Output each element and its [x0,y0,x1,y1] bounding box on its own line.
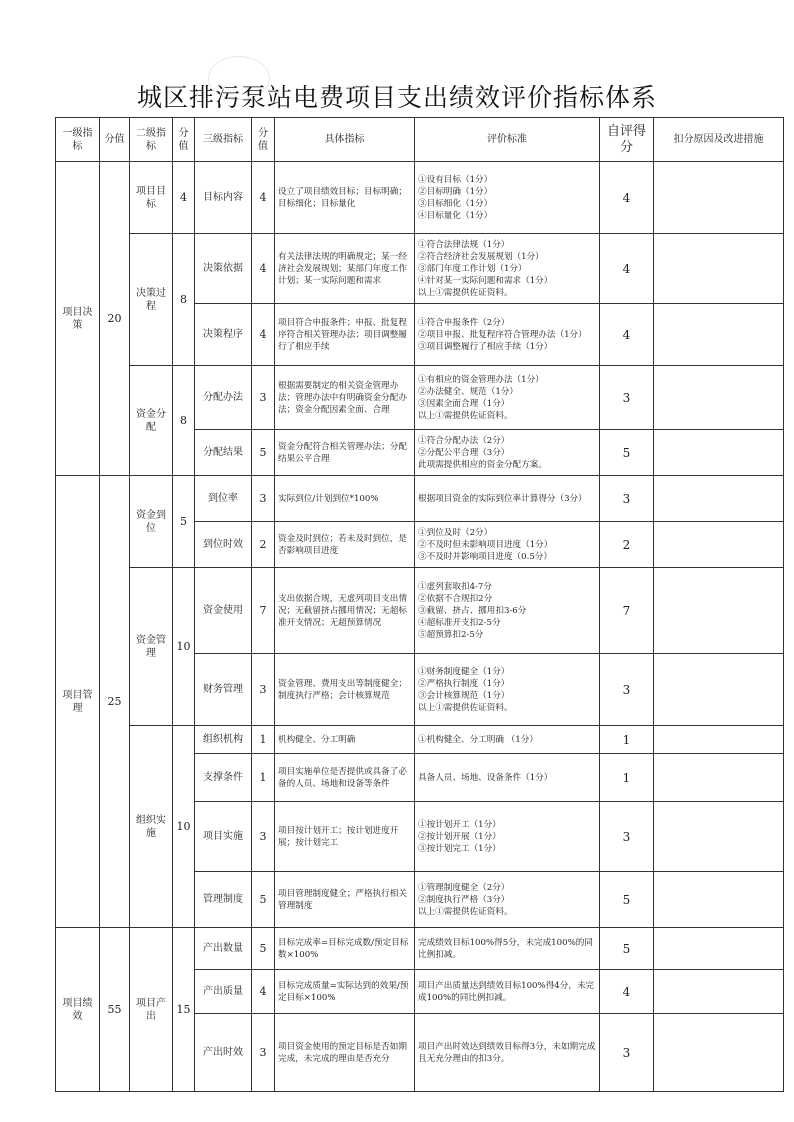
self-score: 3 [600,366,654,430]
table-row [56,366,784,430]
l2-score: 10 [173,568,195,726]
standard-text: ①虚列套取扣4-7分 ②依据不合规扣2分 ③截留、挤占、挪用扣3-6分 ④超标准开支扣2-5分 ⑤超预算扣2-5分 [415,568,600,654]
l3-name: 管理制度 [195,872,252,928]
standard-text: ①符合分配办法（2分） ②分配公平合理（3分） 此项需提供相应的资金分配方案。 [415,430,600,476]
header-reason: 扣分原因及改进措施 [654,118,784,162]
self-score: 4 [600,162,654,234]
reason-cell [654,970,784,1014]
l3-score: 3 [252,654,275,726]
indicator-text: 目标完成质量=实际达到的效果/预定目标×100% [275,970,415,1014]
l2-name: 决策过程 [130,234,173,366]
standard-text: 根据项目资金的实际到位率计算得分（3分） [415,476,600,522]
self-score: 2 [600,522,654,568]
indicator-text: 根据需要制定的相关资金管理办法；管理办法中有明确资金分配办法；资金分配因素全面、合理 [275,366,415,430]
l2-name: 项目产出 [130,928,173,1092]
l3-score: 2 [252,522,275,568]
indicator-text: 资金管理、费用支出等制度健全；制度执行严格；会计核算规范 [275,654,415,726]
table-row [56,162,784,234]
l2-score: 5 [173,476,195,568]
l3-score: 3 [252,802,275,872]
l3-name: 组织机构 [195,726,252,754]
page-title: 城区排污泵站电费项目支出绩效评价指标体系 [136,83,657,112]
reason-cell [654,726,784,754]
l3-score: 5 [252,928,275,970]
standard-text: ①设有目标（1分） ②目标明确（1分） ③目标细化（1分） ④目标量化（1分） [415,162,600,234]
indicator-text: 实际到位/计划到位*100% [275,476,415,522]
l3-name: 资金使用 [195,568,252,654]
l3-score: 5 [252,872,275,928]
reason-cell [654,234,784,304]
table-row [56,476,784,522]
self-score: 3 [600,1014,654,1092]
l3-name: 产出时效 [195,1014,252,1092]
standard-text: 项目产出质量达到绩效目标100%得4分，未完成100%的同比例扣减。 [415,970,600,1014]
reason-cell [654,928,784,970]
indicator-text: 项目资金使用的预定目标是否如期完成，未完成的理由是否充分 [275,1014,415,1092]
header-l2: 二级指标 [130,118,173,162]
indicator-text: 支出依据合规，无虚列项目支出情况；无截留挤占挪用情况；无超标准开支情况；无超预算情况 [275,568,415,654]
indicator-text: 设立了项目绩效目标；目标明确；目标细化；目标量化 [275,162,415,234]
standard-text: 具备人员、场地、设备条件（1分） [415,754,600,802]
self-score: 4 [600,970,654,1014]
table-row [56,726,784,754]
indicator-text: 资金分配符合相关管理办法；分配结果公平合理 [275,430,415,476]
header-row [56,118,784,162]
l2-name: 资金到位 [130,476,173,568]
l3-score: 4 [252,304,275,366]
l3-name: 财务管理 [195,654,252,726]
section-score: 20 [100,162,130,476]
l3-name: 支撑条件 [195,754,252,802]
l3-name: 到位率 [195,476,252,522]
l3-name: 目标内容 [195,162,252,234]
indicator-text: 项目按计划开工；按计划进度开展；按计划完工 [275,802,415,872]
table-row [56,928,784,970]
reason-cell [654,476,784,522]
l3-name: 分配办法 [195,366,252,430]
reason-cell [654,654,784,726]
l3-name: 产出数量 [195,928,252,970]
standard-text: ①符合法律法规（1分） ②符合经济社会发展规划（1分） ③部门年度工作计划（1分） ④针对某一实际问题和需求（1分） 以上①需提供佐证资料。 [415,234,600,304]
self-score: 3 [600,654,654,726]
l2-score: 8 [173,366,195,476]
standard-text: 完成绩效目标100%得5分，未完成100%的同比例扣减。 [415,928,600,970]
indicator-text: 项目实施单位是否提供或具备了必备的人员、场地和设备等条件 [275,754,415,802]
l3-score: 4 [252,970,275,1014]
l3-name: 到位时效 [195,522,252,568]
self-score: 1 [600,754,654,802]
self-score: 1 [600,726,654,754]
header-indicator: 具体指标 [275,118,415,162]
header-l1-score: 分值 [100,118,130,162]
l3-score: 4 [252,234,275,304]
l3-score: 3 [252,476,275,522]
reason-cell [654,430,784,476]
l3-score: 3 [252,366,275,430]
header-l3-score: 分值 [252,118,275,162]
section-name: 项目管理 [56,476,100,928]
indicator-text: 资金及时到位；若未及时到位，是否影响项目进度 [275,522,415,568]
self-score: 5 [600,430,654,476]
table-row [56,568,784,654]
l2-score: 8 [173,234,195,366]
reason-cell [654,872,784,928]
self-score: 4 [600,304,654,366]
reason-cell [654,162,784,234]
self-score: 7 [600,568,654,654]
self-score: 5 [600,928,654,970]
standard-text: ①按计划开工（1分） ②按计划开展（1分） ③按计划完工（1分） [415,802,600,872]
indicator-table [55,117,784,1092]
indicator-text: 目标完成率=目标完成数/预定目标数×100% [275,928,415,970]
reason-cell [654,1014,784,1092]
header-standard: 评价标准 [415,118,600,162]
reason-cell [654,568,784,654]
reason-cell [654,754,784,802]
standard-text: 项目产出时效达到绩效目标得3分，未如期完成且无充分理由的扣3分。 [415,1014,600,1092]
l3-name: 决策程序 [195,304,252,366]
l2-score: 15 [173,928,195,1092]
section-score: 55 [100,928,130,1092]
header-l3: 三级指标 [195,118,252,162]
l3-score: 7 [252,568,275,654]
l2-name: 资金分配 [130,366,173,476]
section-score: 25 [100,476,130,928]
l2-name: 组织实施 [130,726,173,928]
standard-text: ①到位及时（2分） ②不及时但未影响项目进度（1分） ③不及时并影响项目进度（0.5分） [415,522,600,568]
indicator-text: 项目管理制度健全；严格执行相关管理制度 [275,872,415,928]
standard-text: ①管理制度健全（2分） ②制度执行严格（3分） 以上①需提供佐证资料。 [415,872,600,928]
section-name: 项目绩效 [56,928,100,1092]
l3-score: 1 [252,726,275,754]
l2-name: 资金管理 [130,568,173,726]
self-score: 4 [600,234,654,304]
l2-name: 项目目标 [130,162,173,234]
standard-text: ①有相应的资金管理办法（1分） ②办法健全、规范（1分） ③因素全面合理（1分） 以上①需提供佐证资料。 [415,366,600,430]
header-l2-score: 分值 [173,118,195,162]
l3-name: 产出质量 [195,970,252,1014]
standard-text: ①机构健全、分工明确 （1分） [415,726,600,754]
l2-score: 4 [173,162,195,234]
table-row [56,234,784,304]
self-score: 3 [600,476,654,522]
indicator-text: 有关法律法规的明确规定；某一经济社会发展规划；某部门年度工作计划；某一实际问题和需求 [275,234,415,304]
l3-name: 分配结果 [195,430,252,476]
l3-name: 决策依据 [195,234,252,304]
l2-score: 10 [173,726,195,928]
reason-cell [654,522,784,568]
l3-score: 1 [252,754,275,802]
l3-score: 5 [252,430,275,476]
header-self-score: 自评得分 [600,118,654,162]
header-l1: 一级指标 [56,118,100,162]
reason-cell [654,366,784,430]
l3-score: 4 [252,162,275,234]
self-score: 5 [600,872,654,928]
standard-text: ①财务制度健全（1分） ②严格执行制度（1分） ③会计核算规范（1分） 以上①需提供佐证资料。 [415,654,600,726]
reason-cell [654,304,784,366]
l3-score: 3 [252,1014,275,1092]
indicator-text: 机构健全、分工明确 [275,726,415,754]
standard-text: ①符合申报条件（2分） ②项目申报、批复程序符合管理办法（1分） ③项目调整履行了相应手续（1分） [415,304,600,366]
self-score: 3 [600,802,654,872]
indicator-text: 项目符合申报条件；申报、批复程序符合相关管理办法；项目调整履行了相应手续 [275,304,415,366]
section-name: 项目决策 [56,162,100,476]
reason-cell [654,802,784,872]
l3-name: 项目实施 [195,802,252,872]
